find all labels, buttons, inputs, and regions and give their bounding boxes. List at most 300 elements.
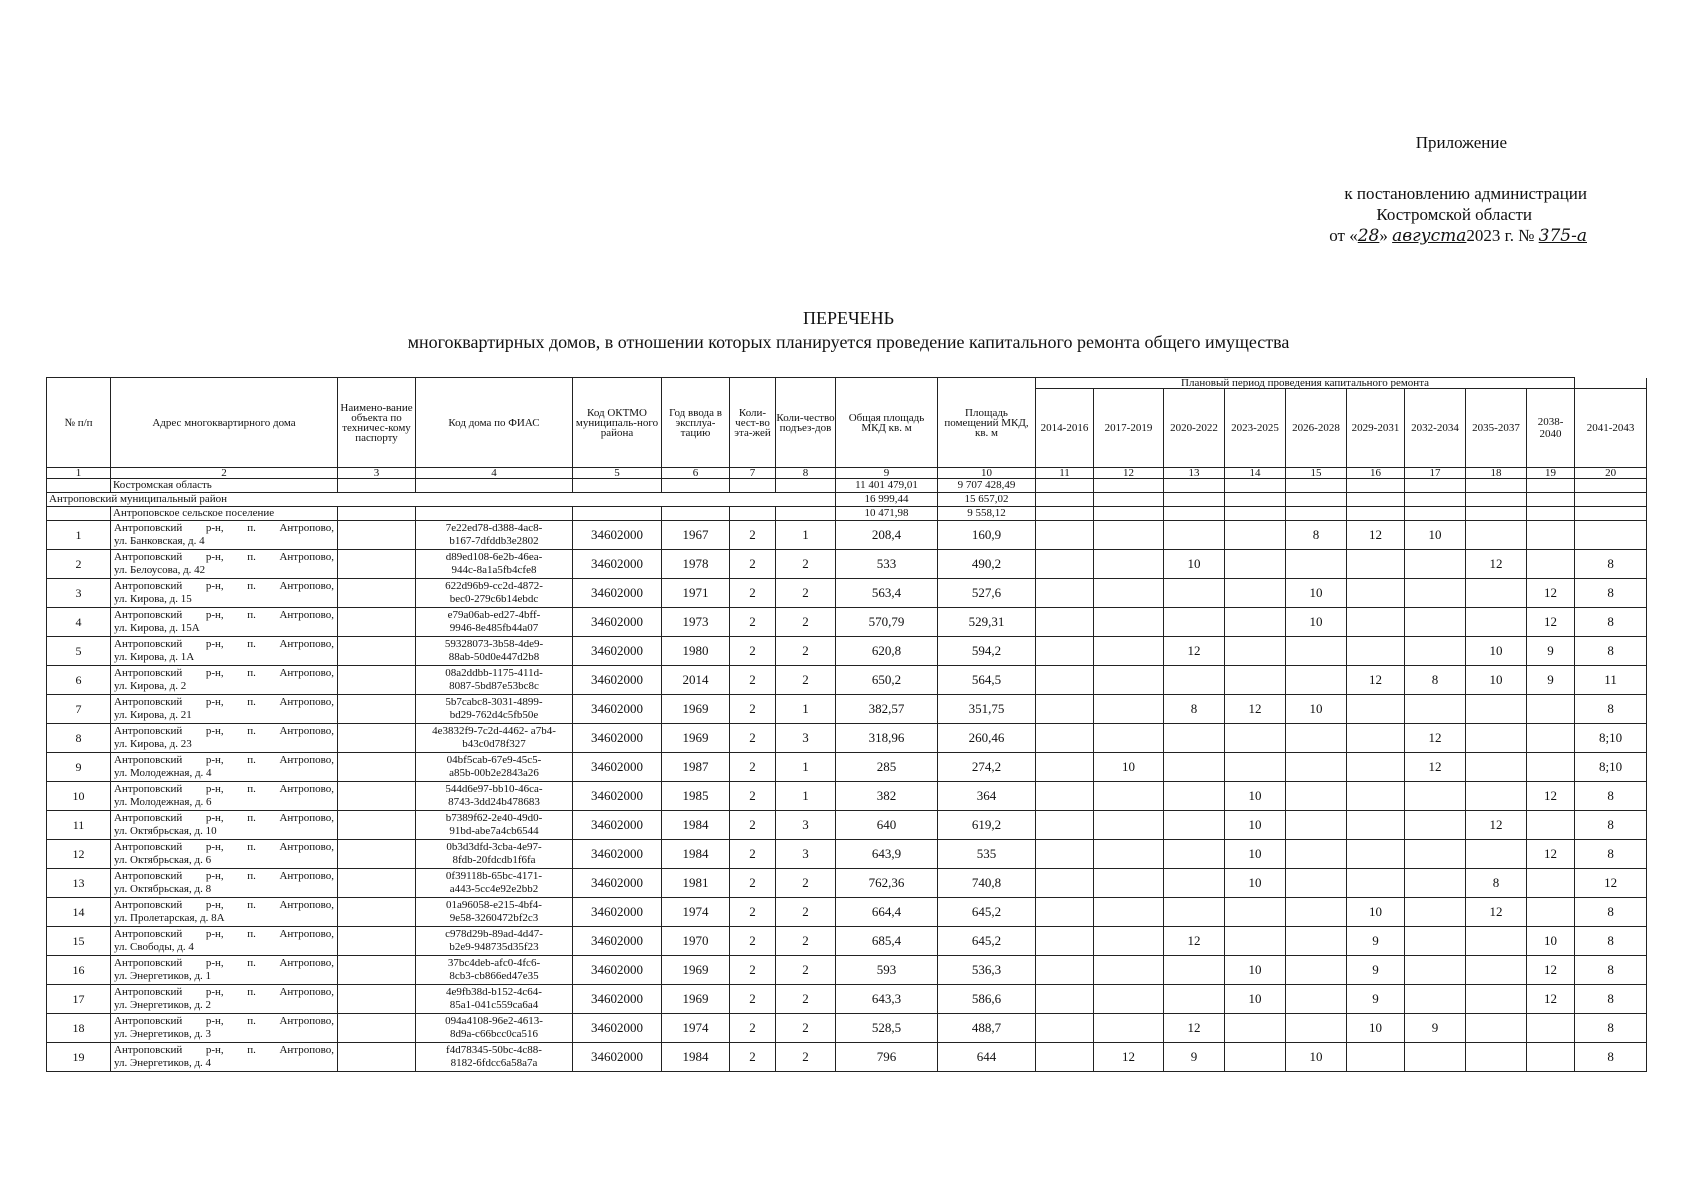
address-line-1: Антроповский р-н, п. Антропово,: [114, 725, 334, 737]
row-year: 1978: [662, 550, 730, 579]
row-floors: 2: [730, 579, 776, 608]
row-period-cell: 10: [1347, 1014, 1405, 1043]
row-number: 9: [47, 753, 111, 782]
row-period-cell: [1036, 782, 1094, 811]
fias-line-1: 622d96b9-cc2d-4872-: [445, 580, 543, 592]
row-period-cell: 9: [1164, 1043, 1225, 1072]
table-row: [47, 1014, 1647, 1043]
row-period-cell: [1405, 550, 1466, 579]
row-floors: 2: [730, 724, 776, 753]
row-oktmo: 34602000: [573, 840, 662, 869]
row-period-cell: [1286, 1014, 1347, 1043]
row-period-cell: [1466, 579, 1527, 608]
col-index-cell: 11: [1036, 468, 1094, 479]
row-period-cell: 10: [1225, 869, 1286, 898]
fias-line-1: b7389f62-2e40-49d0-: [445, 812, 543, 824]
row-period-cell: [1347, 840, 1405, 869]
appendix-title: Приложение: [1415, 133, 1507, 152]
row-oktmo: 34602000: [573, 782, 662, 811]
row-passport-name: [338, 811, 416, 840]
row-address: [111, 782, 338, 811]
row-fias-code: [416, 782, 573, 811]
row-total-area: 640: [836, 811, 938, 840]
row-fias-code: [416, 695, 573, 724]
row-floors: 2: [730, 666, 776, 695]
row-period-cell: 10: [1286, 608, 1347, 637]
fias-line-2: 9e58-3260472bf2c3: [449, 912, 539, 924]
row-number: 14: [47, 898, 111, 927]
address-line-2: ул. Кирова, д. 1А: [114, 651, 195, 663]
summary-empty-cell: [730, 479, 776, 493]
summary-period-cell: [1466, 507, 1527, 521]
col-period-header: 2026-2028: [1286, 389, 1347, 468]
row-period-cell: [1466, 840, 1527, 869]
row-period-cell: 8: [1575, 637, 1647, 666]
row-period-cell: [1347, 608, 1405, 637]
row-premises-area: 586,6: [938, 985, 1036, 1014]
row-period-cell: [1036, 695, 1094, 724]
document-title: ПЕРЕЧЕНЬ: [802, 308, 895, 328]
fias-line-2: 8d9a-c66bcc0ca516: [450, 1028, 538, 1040]
row-period-cell: [1286, 637, 1347, 666]
row-period-cell: [1466, 956, 1527, 985]
row-period-cell: [1575, 521, 1647, 550]
row-period-cell: [1347, 869, 1405, 898]
row-period-cell: 9: [1405, 1014, 1466, 1043]
summary-period-cell: [1286, 507, 1347, 521]
row-address: [111, 695, 338, 724]
row-period-cell: 12: [1527, 985, 1575, 1014]
row-total-area: 650,2: [836, 666, 938, 695]
address-line-2: ул. Белоусова, д. 42: [114, 564, 206, 576]
summary-period-cell: [1405, 507, 1466, 521]
row-period-cell: 8: [1575, 1014, 1647, 1043]
row-period-cell: 12: [1527, 956, 1575, 985]
table-row: [47, 898, 1647, 927]
row-year: 1984: [662, 811, 730, 840]
row-period-cell: [1466, 724, 1527, 753]
plan-period-header: Плановый период проведения капитального ремонта: [1036, 378, 1575, 389]
col-index-cell: 18: [1466, 468, 1527, 479]
row-premises-area: 274,2: [938, 753, 1036, 782]
row-address: [111, 666, 338, 695]
row-period-cell: [1036, 753, 1094, 782]
row-total-area: 643,9: [836, 840, 938, 869]
row-premises-area: 645,2: [938, 927, 1036, 956]
row-period-cell: 9: [1347, 956, 1405, 985]
row-period-cell: [1036, 840, 1094, 869]
row-period-cell: 8: [1575, 927, 1647, 956]
row-premises-area: 490,2: [938, 550, 1036, 579]
row-period-cell: [1094, 608, 1164, 637]
row-entrances: 2: [776, 956, 836, 985]
row-year: 1974: [662, 898, 730, 927]
row-fias-code: [416, 637, 573, 666]
summary-empty-cell: [338, 479, 416, 493]
fias-line-2: 91bd-abe7a4cb6544: [449, 825, 539, 837]
fias-line-2: bec0-279c6b14ebdc: [449, 593, 539, 605]
row-period-cell: 10: [1225, 985, 1286, 1014]
address-line-1: Антроповский р-н, п. Антропово,: [114, 696, 334, 708]
table-row: [47, 637, 1647, 666]
row-fias-code: [416, 1043, 573, 1072]
row-period-cell: 8: [1575, 811, 1647, 840]
row-passport-name: [338, 637, 416, 666]
row-premises-area: 619,2: [938, 811, 1036, 840]
summary-period-cell: [1094, 493, 1164, 507]
col-index-cell: 17: [1405, 468, 1466, 479]
row-period-cell: [1094, 985, 1164, 1014]
summary-total-area: 16 999,44: [836, 493, 938, 507]
address-line-2: ул. Молодежная, д. 4: [114, 767, 212, 779]
row-period-cell: [1286, 782, 1347, 811]
fias-line-1: 01a96058-e215-4bf4-: [446, 899, 542, 911]
row-period-cell: 10: [1286, 695, 1347, 724]
row-period-cell: [1225, 579, 1286, 608]
row-period-cell: 12: [1094, 1043, 1164, 1072]
row-oktmo: 34602000: [573, 898, 662, 927]
row-oktmo: 34602000: [573, 579, 662, 608]
row-period-cell: [1466, 753, 1527, 782]
row-period-cell: [1094, 724, 1164, 753]
row-period-cell: 12: [1527, 579, 1575, 608]
row-period-cell: 12: [1527, 840, 1575, 869]
col-index-cell: 2: [111, 468, 338, 479]
row-period-cell: [1286, 666, 1347, 695]
row-passport-name: [338, 927, 416, 956]
row-period-cell: [1225, 898, 1286, 927]
row-period-cell: 12: [1164, 1014, 1225, 1043]
row-period-cell: [1036, 521, 1094, 550]
row-year: 1974: [662, 1014, 730, 1043]
summary-premises-area: 9 707 428,49: [938, 479, 1036, 493]
row-oktmo: 34602000: [573, 956, 662, 985]
row-period-cell: [1164, 782, 1225, 811]
row-entrances: 2: [776, 985, 836, 1014]
row-period-cell: [1347, 724, 1405, 753]
row-entrances: 2: [776, 869, 836, 898]
row-period-cell: [1527, 695, 1575, 724]
row-period-cell: [1164, 956, 1225, 985]
summary-spacer: [47, 479, 111, 493]
row-period-cell: 12: [1527, 782, 1575, 811]
row-number: 4: [47, 608, 111, 637]
row-period-cell: [1094, 521, 1164, 550]
row-fias-code: [416, 811, 573, 840]
address-line-2: ул. Энергетиков, д. 4: [114, 1057, 212, 1069]
table-row: [47, 666, 1647, 695]
table-row: [47, 608, 1647, 637]
col-premises-area-header: Площадь помещений МКД, кв. м: [938, 378, 1036, 468]
row-fias-code: [416, 956, 573, 985]
row-period-cell: 10: [1347, 898, 1405, 927]
col-index-cell: 16: [1347, 468, 1405, 479]
summary-period-cell: [1527, 507, 1575, 521]
fias-line-2: 8182-6fdcc6a58a7a: [450, 1057, 538, 1069]
row-number: 18: [47, 1014, 111, 1043]
row-total-area: 285: [836, 753, 938, 782]
row-period-cell: 10: [1286, 1043, 1347, 1072]
row-period-cell: [1405, 1043, 1466, 1072]
summary-period-cell: [1347, 479, 1405, 493]
row-floors: 2: [730, 869, 776, 898]
appendix-block: [1329, 133, 1587, 247]
summary-period-cell: [1036, 507, 1094, 521]
handwritten-month: августа: [1392, 226, 1467, 246]
row-period-cell: 10: [1225, 840, 1286, 869]
row-floors: 2: [730, 956, 776, 985]
fias-line-2: 8087-5bd87e53bc8c: [449, 680, 539, 692]
fias-line-1: 59328073-3b58-4de9-: [444, 638, 544, 650]
row-period-cell: 8;10: [1575, 724, 1647, 753]
row-year: 1969: [662, 695, 730, 724]
summary-period-cell: [1164, 479, 1225, 493]
row-passport-name: [338, 753, 416, 782]
row-passport-name: [338, 1014, 416, 1043]
address-line-2: ул. Свободы, д. 4: [114, 941, 194, 953]
row-period-cell: 8: [1575, 782, 1647, 811]
row-period-cell: 10: [1225, 811, 1286, 840]
row-period-cell: 8: [1575, 608, 1647, 637]
row-total-area: 528,5: [836, 1014, 938, 1043]
row-year: 1981: [662, 869, 730, 898]
row-period-cell: 8: [1575, 1043, 1647, 1072]
fias-line-2: a443-5cc4e92e2bb2: [449, 883, 539, 895]
summary-empty-cell: [776, 479, 836, 493]
fias-line-1: c978d29b-89ad-4d47-: [445, 928, 543, 940]
row-number: 3: [47, 579, 111, 608]
row-period-cell: [1286, 985, 1347, 1014]
row-period-cell: [1164, 666, 1225, 695]
row-year: 1987: [662, 753, 730, 782]
row-floors: 2: [730, 1043, 776, 1072]
col-index-cell: 12: [1094, 468, 1164, 479]
row-period-cell: [1405, 695, 1466, 724]
address-line-1: Антроповский р-н, п. Антропово,: [114, 783, 334, 795]
summary-period-cell: [1164, 493, 1225, 507]
handwritten-doc-number: 375-а: [1538, 226, 1587, 246]
row-entrances: 2: [776, 1043, 836, 1072]
row-premises-area: 536,3: [938, 956, 1036, 985]
row-period-cell: [1405, 811, 1466, 840]
row-premises-area: 364: [938, 782, 1036, 811]
row-period-cell: [1225, 521, 1286, 550]
row-period-cell: [1286, 869, 1347, 898]
row-oktmo: 34602000: [573, 695, 662, 724]
row-period-cell: [1405, 985, 1466, 1014]
row-passport-name: [338, 956, 416, 985]
row-oktmo: 34602000: [573, 637, 662, 666]
row-floors: 2: [730, 811, 776, 840]
fias-line-2: b43c0d78f327: [462, 738, 526, 750]
row-period-cell: 10: [1466, 666, 1527, 695]
row-period-cell: 8: [1405, 666, 1466, 695]
row-period-cell: [1094, 637, 1164, 666]
col-index-cell: 10: [938, 468, 1036, 479]
address-line-1: Антроповский р-н, п. Антропово,: [114, 899, 334, 911]
row-period-cell: [1036, 724, 1094, 753]
row-period-cell: 12: [1466, 550, 1527, 579]
row-number: 1: [47, 521, 111, 550]
row-oktmo: 34602000: [573, 550, 662, 579]
row-period-cell: 8: [1164, 695, 1225, 724]
address-line-1: Антроповский р-н, п. Антропово,: [114, 928, 334, 940]
row-period-cell: 8: [1575, 985, 1647, 1014]
row-period-cell: [1286, 753, 1347, 782]
row-period-cell: 8: [1575, 840, 1647, 869]
row-period-cell: 12: [1405, 724, 1466, 753]
summary-period-cell: [1575, 493, 1647, 507]
row-entrances: 1: [776, 695, 836, 724]
summary-period-cell: [1094, 507, 1164, 521]
fias-line-2: 85a1-041c559ca6a4: [449, 999, 539, 1011]
row-period-cell: 10: [1225, 782, 1286, 811]
col-period-header: 2038-2040: [1527, 389, 1575, 468]
summary-period-cell: [1225, 507, 1286, 521]
row-premises-area: 160,9: [938, 521, 1036, 550]
row-period-cell: 8: [1466, 869, 1527, 898]
row-period-cell: [1347, 550, 1405, 579]
row-period-cell: [1164, 521, 1225, 550]
col-period-header: 2041-2043: [1575, 389, 1647, 468]
row-period-cell: [1094, 695, 1164, 724]
row-period-cell: [1036, 1014, 1094, 1043]
row-premises-area: 527,6: [938, 579, 1036, 608]
fias-line-2: bd29-762d4c5fb50e: [449, 709, 539, 721]
col-total-area-header: Общая площадь МКД кв. м: [836, 378, 938, 468]
row-floors: 2: [730, 927, 776, 956]
address-line-2: ул. Кирова, д. 15: [114, 593, 192, 605]
row-address: [111, 811, 338, 840]
col-index-cell: 3: [338, 468, 416, 479]
row-total-area: 208,4: [836, 521, 938, 550]
row-premises-area: 351,75: [938, 695, 1036, 724]
row-number: 17: [47, 985, 111, 1014]
row-period-cell: [1527, 724, 1575, 753]
col-index-cell: 9: [836, 468, 938, 479]
fias-line-1: 544d6e97-bb10-46ca-: [445, 783, 543, 795]
table-row: [47, 956, 1647, 985]
row-period-cell: [1405, 608, 1466, 637]
address-line-2: ул. Банковская, д. 4: [114, 535, 205, 547]
row-period-cell: [1036, 956, 1094, 985]
row-period-cell: [1286, 840, 1347, 869]
address-line-2: ул. Октябрьская, д. 10: [114, 825, 217, 837]
address-line-2: ул. Энергетиков, д. 1: [114, 970, 212, 982]
row-period-cell: 9: [1347, 985, 1405, 1014]
row-total-area: 796: [836, 1043, 938, 1072]
row-entrances: 2: [776, 608, 836, 637]
col-index-cell: 15: [1286, 468, 1347, 479]
row-fias-code: [416, 869, 573, 898]
row-period-cell: [1527, 550, 1575, 579]
row-floors: 2: [730, 608, 776, 637]
row-oktmo: 34602000: [573, 927, 662, 956]
col-index-cell: 19: [1527, 468, 1575, 479]
row-period-cell: 12: [1225, 695, 1286, 724]
address-line-2: ул. Октябрьская, д. 6: [114, 854, 212, 866]
summary-period-cell: [1466, 479, 1527, 493]
row-period-cell: [1286, 898, 1347, 927]
row-premises-area: 740,8: [938, 869, 1036, 898]
summary-label: Антроповский муниципальный район: [47, 493, 836, 507]
summary-period-cell: [1405, 493, 1466, 507]
fias-line-1: f4d78345-50bc-4c88-: [446, 1044, 542, 1056]
row-passport-name: [338, 550, 416, 579]
row-period-cell: [1225, 1014, 1286, 1043]
row-period-cell: [1164, 579, 1225, 608]
row-address: [111, 840, 338, 869]
row-fias-code: [416, 927, 573, 956]
row-address: [111, 985, 338, 1014]
table-row: [47, 985, 1647, 1014]
summary-label: Костромская область: [111, 479, 338, 493]
fias-line-2: 88ab-50d0e447d2b8: [448, 651, 540, 663]
row-period-cell: [1286, 927, 1347, 956]
row-period-cell: [1094, 898, 1164, 927]
row-period-cell: [1225, 753, 1286, 782]
summary-period-cell: [1575, 507, 1647, 521]
row-oktmo: 34602000: [573, 724, 662, 753]
summary-empty-cell: [730, 507, 776, 521]
row-entrances: 3: [776, 840, 836, 869]
row-total-area: 620,8: [836, 637, 938, 666]
row-period-cell: [1527, 898, 1575, 927]
row-entrances: 3: [776, 724, 836, 753]
address-line-2: ул. Кирова, д. 2: [114, 680, 187, 692]
row-premises-area: 535: [938, 840, 1036, 869]
row-entrances: 2: [776, 1014, 836, 1043]
summary-empty-cell: [662, 479, 730, 493]
fias-line-1: 0f39118b-65bc-4171-: [445, 870, 543, 882]
row-total-area: 563,4: [836, 579, 938, 608]
col-num-header: № п/п: [47, 378, 111, 468]
col-floors-header: Коли-чест-во эта-жей: [730, 378, 776, 468]
row-period-cell: [1225, 724, 1286, 753]
row-number: 12: [47, 840, 111, 869]
row-period-cell: [1164, 608, 1225, 637]
row-period-cell: 8: [1575, 579, 1647, 608]
row-passport-name: [338, 724, 416, 753]
row-year: 2014: [662, 666, 730, 695]
row-period-cell: 12: [1164, 927, 1225, 956]
row-period-cell: 12: [1527, 608, 1575, 637]
row-number: 19: [47, 1043, 111, 1072]
summary-period-cell: [1036, 493, 1094, 507]
appendix-line-1: к постановлению администрации: [1344, 184, 1587, 203]
col-index-cell: 1: [47, 468, 111, 479]
row-period-cell: [1527, 753, 1575, 782]
row-period-cell: [1405, 637, 1466, 666]
row-period-cell: [1094, 579, 1164, 608]
row-period-cell: 12: [1466, 811, 1527, 840]
address-line-2: ул. Пролетарская, д. 8А: [114, 912, 225, 924]
table-row: [47, 811, 1647, 840]
fias-line-1: 08a2ddbb-1175-411d-: [445, 667, 543, 679]
row-period-cell: [1286, 724, 1347, 753]
row-passport-name: [338, 869, 416, 898]
row-period-cell: [1036, 869, 1094, 898]
col-period-header: 2014-2016: [1036, 389, 1094, 468]
row-period-cell: 12: [1405, 753, 1466, 782]
row-address: [111, 1014, 338, 1043]
row-period-cell: [1164, 840, 1225, 869]
summary-total-area: 10 471,98: [836, 507, 938, 521]
row-passport-name: [338, 608, 416, 637]
row-period-cell: [1225, 1043, 1286, 1072]
row-period-cell: [1094, 782, 1164, 811]
row-period-cell: 12: [1575, 869, 1647, 898]
